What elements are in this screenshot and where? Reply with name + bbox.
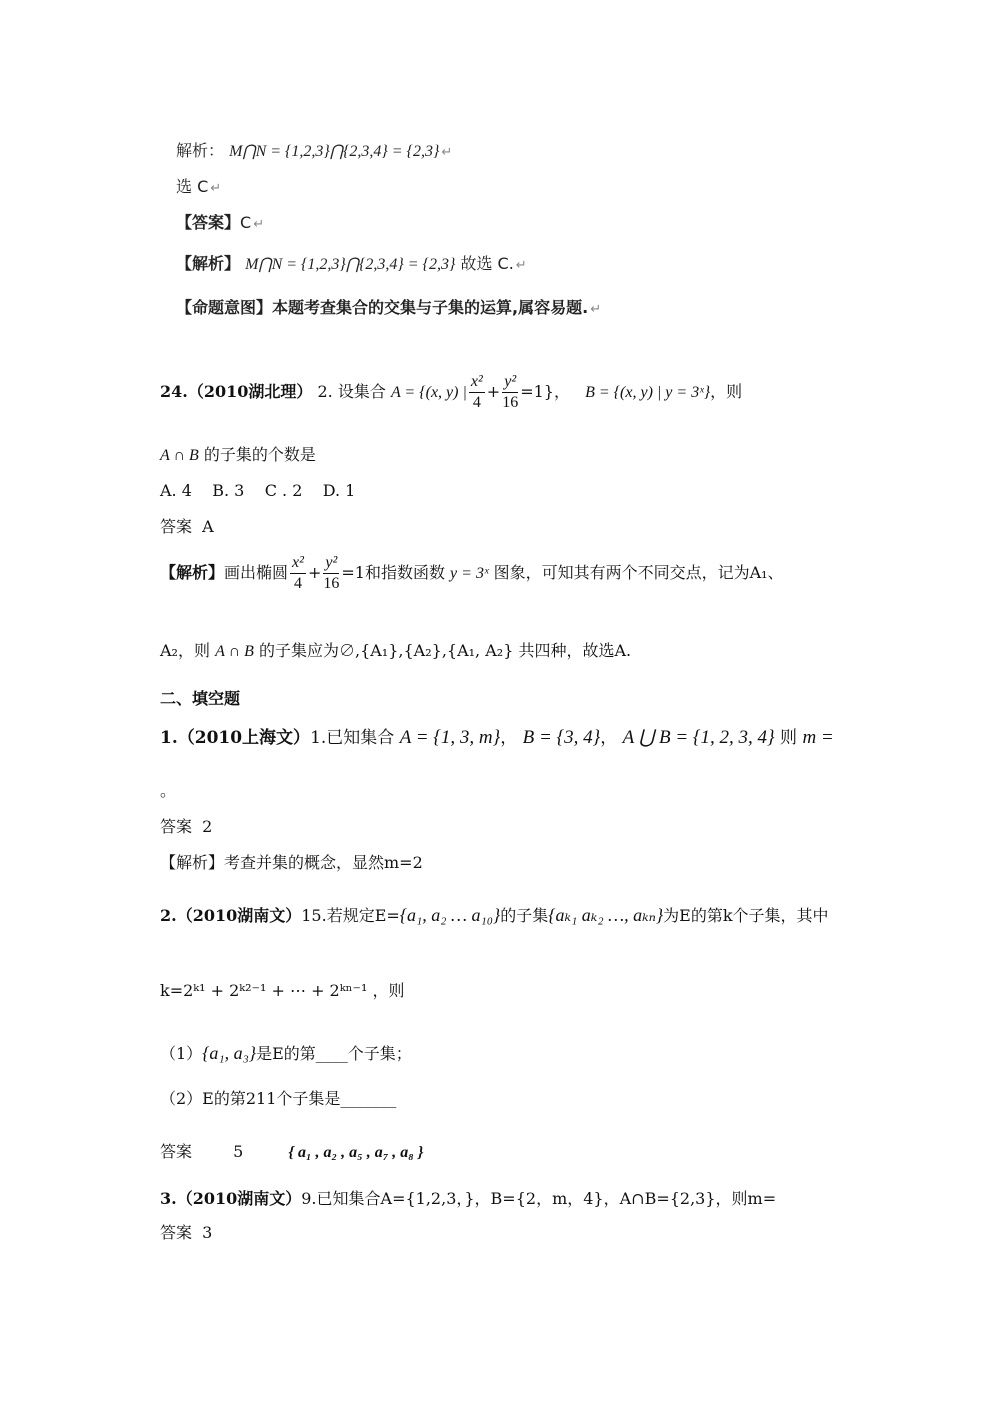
- q24-analysis-line2-b: 的子集应为∅,{A₁},{A₂},{A₁, A₂}: [258, 641, 514, 660]
- q24-stem: 2. 设集合: [317, 382, 386, 401]
- q24-analysis-c: 图象，可知其有两个不同交点，记为A₁、: [493, 563, 784, 582]
- q24-plus: +: [486, 382, 501, 401]
- fill1-sep-2: ，: [600, 728, 618, 748]
- q24-line2-math: A ∩ B: [160, 447, 199, 464]
- q24-analysis-eq-tail: =1: [341, 563, 365, 582]
- fill2-k-line: k=2ᵏ¹ + 2ᵏ²⁻¹ + ⋯ + 2ᵏⁿ⁻¹ ，则: [160, 981, 405, 1000]
- fill2-subset: {aₖ₁ aₖ₂ …, aₖₙ}: [548, 905, 664, 925]
- q24-analysis-line2: [160, 640, 631, 663]
- scan-explanation-tail: 故选 C.: [460, 254, 514, 273]
- fill1-sep-1: ，: [500, 728, 518, 748]
- scan-answer-tag: 【答案】: [176, 213, 241, 232]
- scan-analysis-math: M⋂N = {1,2,3}⋂{2,3,4} = {2,3}: [229, 143, 440, 160]
- fill2-answer-label: 答案: [160, 1142, 193, 1161]
- q24-set-b: B = {(x, y) | y = 3ˣ}: [585, 384, 711, 401]
- fill1-analysis: 【解析】考查并集的概念，显然m=2: [160, 853, 423, 872]
- q24-number: 24.（201: [160, 382, 238, 401]
- fill2-set-e: {a₁, a₂ … a₁₀}: [399, 905, 501, 925]
- fill2-stem-c: 为E的第k个子集，其中: [663, 906, 829, 925]
- q24-options: A. 4 B. 3 C . 2 D. 1: [160, 481, 356, 500]
- q24-frac-x: [469, 372, 485, 413]
- q24-then: ，则: [710, 382, 743, 401]
- fill2-answer-2: { a₁ , a₂ , a₅ , a₇ , a₈ }: [288, 1144, 424, 1161]
- q24-ellipse-frac-y: [323, 553, 339, 594]
- fill1-answer: 答案 2: [160, 817, 213, 836]
- fill1-number: 1.（2010上海文）: [160, 728, 311, 748]
- fill1-m: m =: [802, 727, 834, 748]
- scan-answer-value: C: [240, 213, 252, 232]
- q24-analysis-line2-a: A₂，则: [160, 641, 210, 660]
- q24-analysis-line2-math: A ∩ B: [215, 643, 254, 660]
- fill2-number: 2.（2010湖南文）: [160, 906, 302, 925]
- scan-line-choice: [176, 176, 221, 200]
- paragraph-mark-icon: ↵: [210, 181, 222, 196]
- scan-explanation-tag: 【解析】: [176, 254, 241, 273]
- q24-analysis-b: 和指数函数: [364, 563, 445, 582]
- scan-intent-tag: 【命题意图】: [176, 298, 273, 317]
- fill1-stem: 1.已知集合: [310, 728, 395, 748]
- fill1-stem-line: [160, 723, 834, 753]
- fill3-stem-line: [160, 1188, 776, 1210]
- q24-ellipse-frac-x-den: 4: [293, 575, 302, 592]
- q24-line2-text: 的子集的个数是: [203, 445, 316, 464]
- scan-line-explanation: [176, 253, 527, 277]
- q24-ellipse-frac-x: [290, 553, 306, 594]
- q24-analysis-a: 画出椭圆: [224, 563, 289, 582]
- scan-choice-text: 选 C: [176, 177, 209, 196]
- q24-frac-y-num: y²: [502, 372, 518, 393]
- fill2-q1-set: {a₁, a₃}: [202, 1043, 257, 1063]
- fill1-period: 。: [160, 781, 177, 800]
- q24-stem-line: [160, 370, 742, 414]
- scan-analysis-label: 解析：: [176, 141, 225, 160]
- q24-frac-y: [502, 372, 518, 413]
- fill2-stem-a: 15.若规定E=: [301, 906, 400, 925]
- paragraph-mark-icon: ↵: [441, 145, 453, 160]
- fill1-set-a: A = {1, 3, m}: [399, 727, 501, 748]
- q24-line2: [160, 444, 316, 467]
- q24-analysis-func: y = 3ˣ: [450, 565, 489, 582]
- fill3-number: 3.（2010湖南文）: [160, 1189, 302, 1208]
- q24-frac-y-den: 16: [502, 394, 519, 411]
- fill2-answer-line: [160, 1141, 423, 1164]
- scan-line-analysis: [176, 140, 452, 164]
- scan-line-answer: [176, 212, 264, 236]
- q24-analysis-tag: 【解析】: [160, 563, 225, 582]
- section-title: 二、填空题: [160, 689, 241, 708]
- fill2-q1-prefix: （1）: [160, 1044, 203, 1063]
- scan-explanation-math: M⋂N = {1,2,3}⋂{2,3,4} = {2,3}: [245, 256, 456, 273]
- q24-ellipse-frac-x-num: x²: [290, 553, 306, 574]
- fill2-q1-text: 是E的第____个子集；: [256, 1044, 412, 1063]
- fill2-q1-line: [160, 1042, 412, 1065]
- q24-ellipse-plus: +: [307, 563, 322, 582]
- q24-set-a-tail: =1}，: [520, 382, 570, 401]
- fill2-stem-b: 的子集: [500, 906, 549, 925]
- q24-answer: 答案 A: [160, 517, 214, 536]
- q24-set-a-head: A = {(x, y) |: [390, 384, 467, 401]
- paragraph-mark-icon: ↵: [515, 258, 527, 273]
- q24-frac-x-num: x²: [469, 372, 485, 393]
- scan-intent-text: 本题考查集合的交集与子集的运算,属容易题.: [272, 298, 589, 317]
- scan-line-intent: [176, 297, 601, 321]
- fill3-answer: 答案 3: [160, 1223, 213, 1242]
- fill2-q2: （2）E的第211个子集是_______: [160, 1089, 397, 1108]
- fill3-stem: 9.已知集合A={1,2,3，}，B={2，m，4}，A∩B={2,3}，则m=: [301, 1189, 777, 1208]
- fill1-set-b: B = {3, 4}: [522, 727, 601, 748]
- fill2-answer-1: 5: [233, 1142, 244, 1161]
- q24-source: 0湖北理）: [237, 382, 313, 401]
- paragraph-mark-icon: ↵: [590, 302, 602, 317]
- q24-ellipse-frac-y-num: y²: [323, 553, 339, 574]
- q24-frac-x-den: 4: [472, 394, 481, 411]
- paragraph-mark-icon: ↵: [253, 217, 265, 232]
- q24-analysis-line: [160, 550, 784, 596]
- q24-analysis-line2-c: 共四种，故选A.: [518, 641, 632, 660]
- fill2-stem-line: [160, 900, 829, 930]
- q24-ellipse-frac-y-den: 16: [323, 575, 340, 592]
- fill1-then: 则: [780, 728, 798, 748]
- fill1-union: A ⋃ B = {1, 2, 3, 4}: [622, 727, 775, 748]
